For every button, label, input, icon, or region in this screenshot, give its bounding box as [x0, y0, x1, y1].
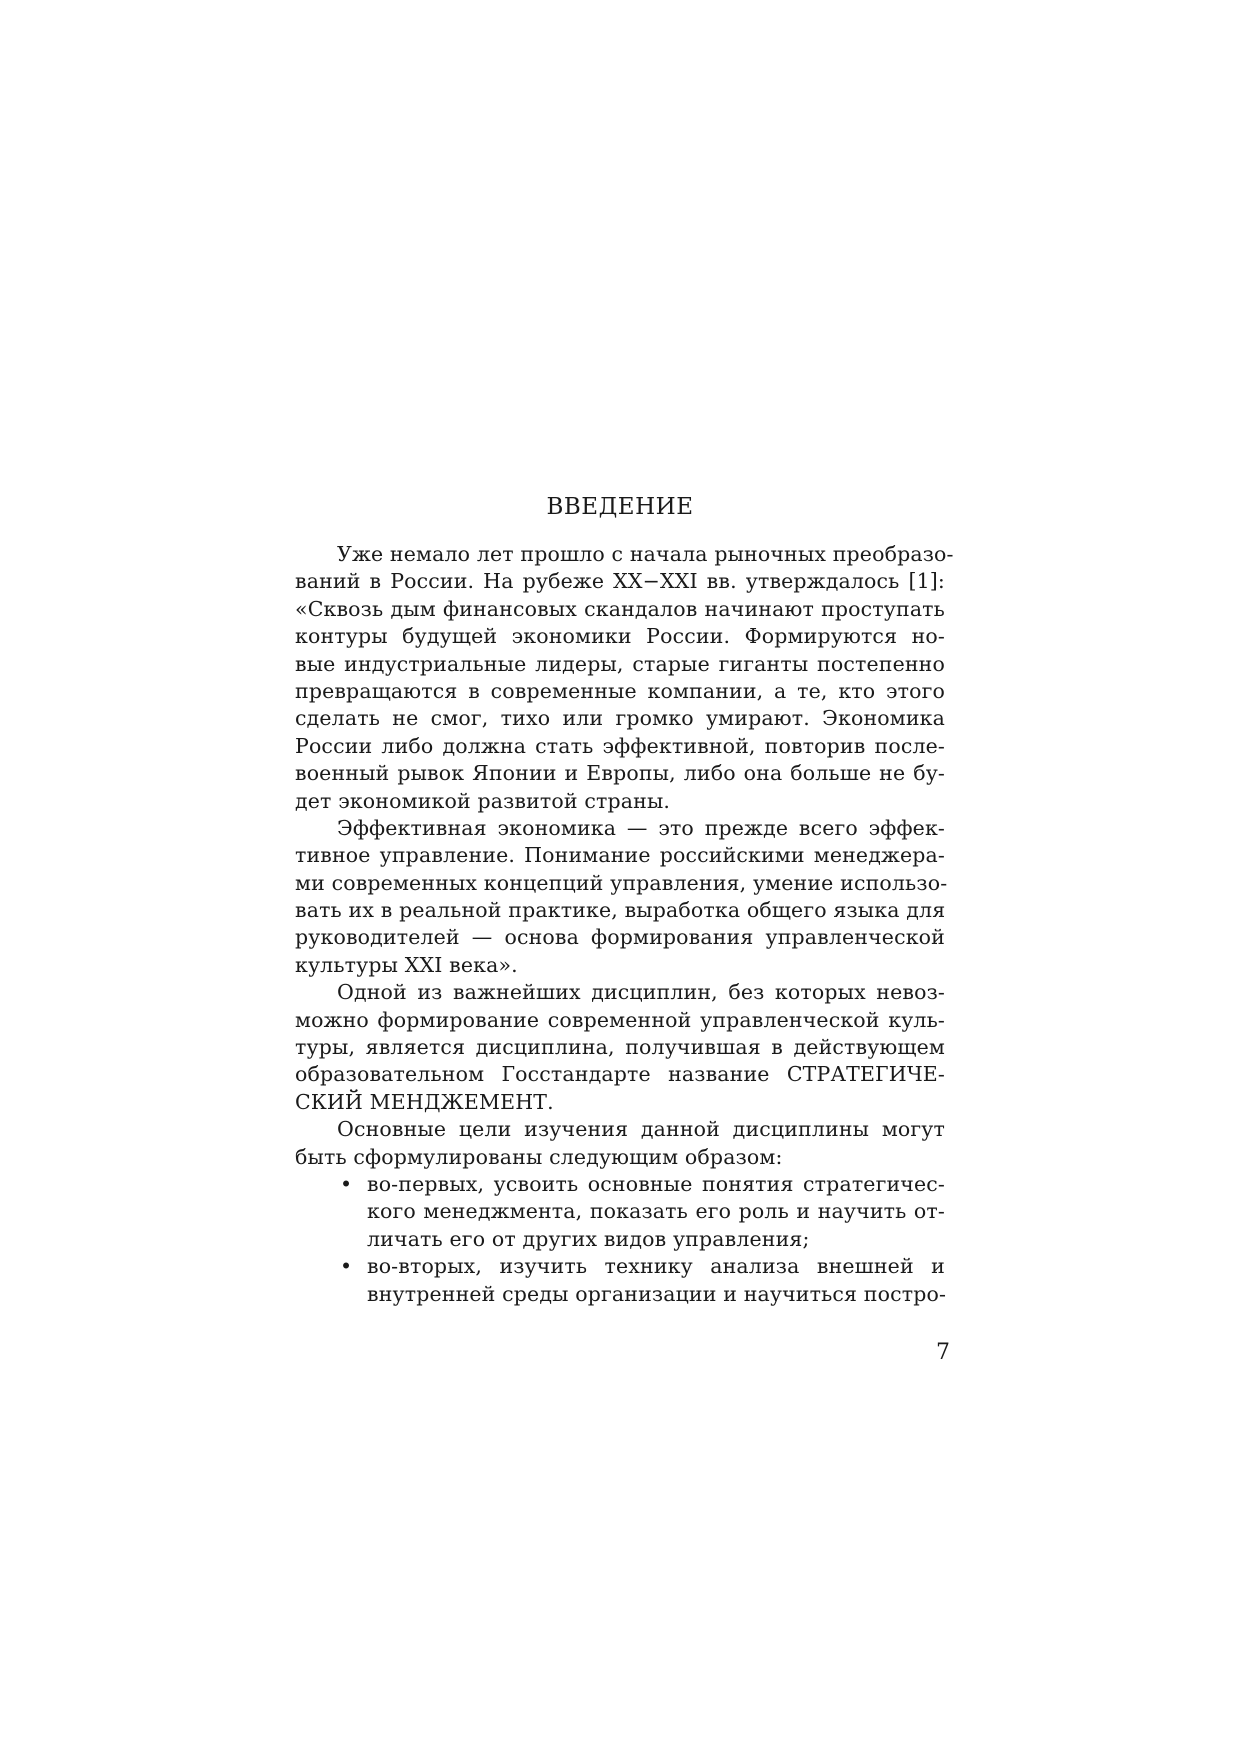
text-line: дет экономикой развитой страны.: [295, 788, 671, 813]
text-line: СКИЙ МЕНДЖЕМЕНТ.: [295, 1089, 554, 1114]
text-line: личать его от других видов управления;: [367, 1226, 810, 1251]
text-line: [295, 1171, 945, 1198]
text-line: Одной из важнейших дисциплин, без которых невоз-: [337, 980, 945, 1005]
text-line: сделать не смог, тихо или громко умирают. Экономика: [295, 706, 945, 731]
bullet-marker: •: [340, 1171, 353, 1196]
page-number: 7: [936, 1340, 950, 1365]
bullet-marker: •: [340, 1254, 353, 1279]
text-line: [295, 1253, 945, 1280]
text-line: образовательном Госстандарте название СТРАТЕГИЧЕ-: [295, 1062, 945, 1087]
page-title: ВВЕДЕНИЕ: [546, 494, 694, 520]
text-line: Эффективная экономика — это прежде всего эффек-: [337, 815, 945, 840]
bullet-item: [295, 1253, 945, 1308]
text-line: ваний в России. На рубеже XX−XXI вв. утверждалось [1]:: [295, 569, 945, 594]
text-line: контуры будущей экономики России. Формируются но-: [295, 624, 945, 649]
text-line: Уже немало лет прошло с начала рыночных преобразо-: [337, 542, 954, 566]
text-line: культуры XXI века».: [295, 952, 518, 977]
text-line: вать их в реальной практике, выработка общего языка для: [295, 898, 946, 923]
text-line: Основные цели изучения данной дисциплины могут: [337, 1117, 945, 1142]
text-line: России либо должна стать эффективной, повторив после-: [295, 733, 945, 758]
text-line: «Сквозь дым финансовых скандалов начинают проступать: [295, 596, 945, 621]
text-line: военный рывок Японии и Европы, либо она больше не бу-: [295, 761, 945, 786]
text-line: кого менеджмента, показать его роль и научить от-: [367, 1199, 945, 1224]
text-line: можно формирование современной управленческой куль-: [295, 1007, 945, 1032]
text-line: туры, является дисциплина, получившая в действующем: [295, 1035, 945, 1060]
text-line: превращаются в современные компании, а те, кто этого: [295, 678, 945, 703]
paragraph: [295, 541, 954, 815]
text-line: вые индустриальные лидеры, старые гиганты постепенно: [295, 651, 945, 676]
bullet-text: во-первых, усвоить основные понятия стратегичес-: [367, 1171, 945, 1196]
bullet-text: во-вторых, изучить технику анализа внешней и: [367, 1254, 945, 1279]
paragraph: [295, 979, 945, 1116]
text-line: внутренней среды организации и научиться постро-: [367, 1281, 947, 1306]
paragraph: [295, 815, 948, 979]
text-line: тивное управление. Понимание российскими менеджера-: [295, 843, 945, 868]
text-line: руководителей — основа формирования управленческой: [295, 925, 945, 950]
text-line: ми современных концепций управления, умение использо-: [295, 870, 948, 895]
bullet-item: [295, 1171, 945, 1253]
paragraph: [295, 1116, 945, 1171]
text-line: быть сформулированы следующим образом:: [295, 1144, 783, 1169]
body-text: [295, 541, 954, 1308]
